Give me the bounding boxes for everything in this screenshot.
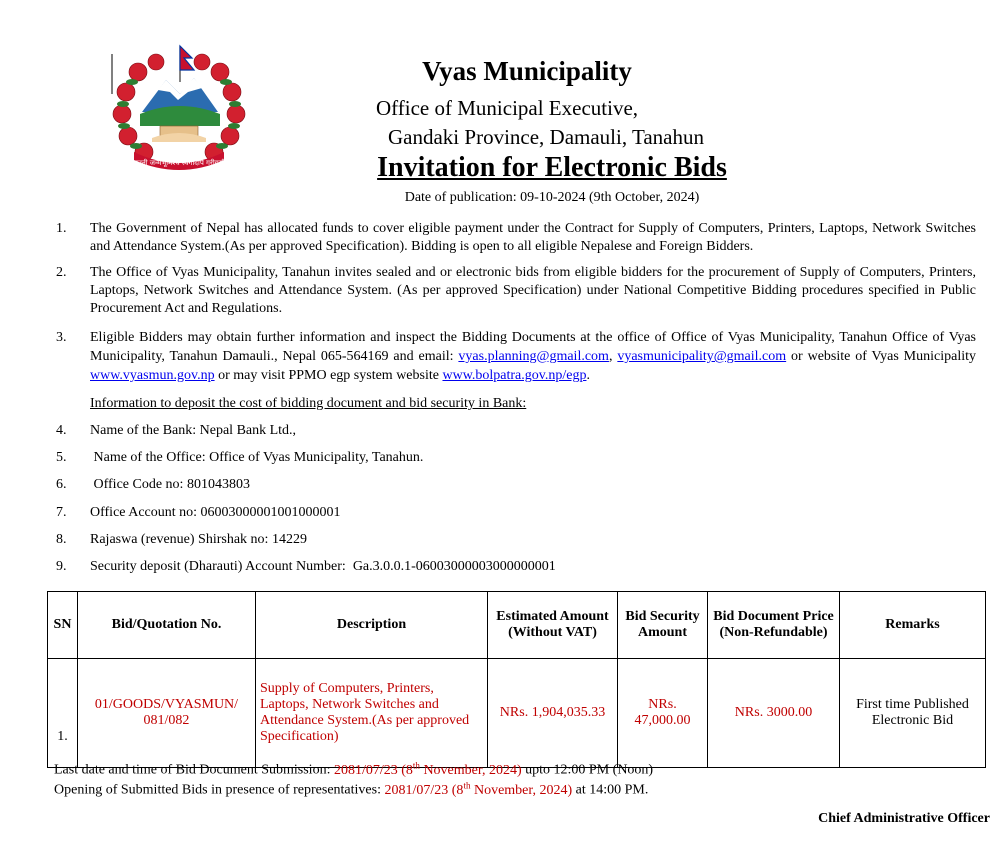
col-header-document-price: Bid Document Price (Non-Refundable) — [708, 592, 840, 659]
bank-item-text: Name of the Bank: Nepal Bank Ltd., — [90, 423, 297, 438]
nepal-emblem — [108, 42, 250, 176]
bank-item-text: Security deposit (Dharauti) Account Number: Ga.3.0.0.1-06003000003000000001 — [90, 559, 556, 574]
submission-label: Last date and time of Bid Document Submission: — [54, 762, 334, 778]
bid-opening — [54, 780, 648, 799]
notice-title: Invitation for Electronic Bids — [377, 152, 727, 183]
cell-bid-security: NRs. 47,000.00 — [618, 659, 708, 768]
item-number: 6. — [56, 477, 67, 492]
submission-deadline — [54, 760, 653, 779]
separator: , — [608, 349, 618, 364]
date-suffix: th — [412, 760, 420, 770]
notice-items — [56, 220, 976, 385]
item-number: 2. — [56, 265, 67, 280]
address-line: Gandaki Province, Damauli, Tanahun — [388, 125, 704, 149]
date-part: November, 2024) — [419, 762, 522, 778]
bank-item-text: Office Code no: 801043803 — [90, 477, 250, 492]
table-row — [48, 659, 986, 768]
signature-title: Chief Administrative Officer — [818, 811, 990, 826]
opening-label: Opening of Submitted Bids in presence of representatives: — [54, 782, 385, 798]
cell-remarks: First time Published Electronic Bid — [840, 659, 986, 768]
item-number: 5. — [56, 450, 67, 465]
cell-description: Supply of Computers, Printers, Laptops, Network Switches and Attendance System.(As per approved Specification) — [256, 659, 488, 768]
email-link-planning[interactable]: vyas.planning@gmail.com — [458, 349, 609, 364]
contact-text: . — [586, 368, 590, 383]
submission-date — [333, 760, 522, 778]
bank-info-heading: Information to deposit the cost of bidding document and bid security in Bank: — [90, 396, 527, 411]
item-number: 1. — [56, 221, 67, 236]
item-number: 3. — [56, 330, 67, 345]
opening-date — [384, 780, 573, 798]
bank-item-text: Rajaswa (revenue) Shirshak no: 14229 — [90, 532, 307, 547]
date-part: 2081/07/23 (8 — [333, 762, 413, 778]
date-suffix: th — [463, 780, 471, 790]
bid-table — [47, 591, 986, 768]
item-number: 8. — [56, 532, 67, 547]
cell-sn: 1. — [48, 659, 78, 768]
cell-document-price: NRs. 3000.00 — [708, 659, 840, 768]
contact-text: Eligible Bidders may obtain further information and inspect the Bidding Documents at the office of Office of Vyas Municipality, Tanahun Office of Vyas Municipality, Tanahun Damauli., Nepal 065-564169 and email: — [90, 330, 976, 364]
table-header-row — [48, 592, 986, 659]
item-number: 7. — [56, 505, 67, 520]
item-text: The Office of Vyas Municipality, Tanahun invites sealed and or electronic bids from eligible bidders for the procurement of Supply of Computers, Printers, Laptops, Network Switches and Attendance System. (As per approved Specification) under National Competitive Bidding procedures specified in Public Procurement Act and Regulations. — [90, 265, 976, 316]
notice-item — [56, 220, 976, 256]
office-line: Office of Municipal Executive, — [376, 96, 639, 120]
date-part: November, 2024) — [470, 782, 573, 798]
publication-date: Date of publication: 09-10-2024 (9th October, 2024) — [404, 190, 700, 205]
email-link-municipality[interactable]: vyasmunicipality@gmail.com — [617, 349, 787, 364]
notice-item-contact — [56, 328, 976, 385]
contact-text: or may visit PPMO egp system website — [214, 368, 443, 383]
egp-link[interactable]: www.bolpatra.gov.np/egp — [442, 368, 587, 383]
submission-time: upto 12:00 PM (Noon) — [521, 762, 654, 778]
emblem-motto: जननी जन्मभूमिश्च स्वर्गादपि गरीयसी — [132, 159, 226, 167]
opening-time: at 14:00 PM. — [572, 782, 649, 798]
cell-estimated-amount: NRs. 1,904,035.33 — [488, 659, 618, 768]
item-number: 4. — [56, 423, 67, 438]
col-header-bid-security: Bid Security Amount — [618, 592, 708, 659]
item-text: The Government of Nepal has allocated funds to cover eligible payment under the Contract for Supply of Computers, Printers, Laptops, Network Switches and Attendance System.(As per approved Specification). Bidding is open to all eligible Nepalese and Foreign Bidders. — [90, 221, 976, 254]
website-link[interactable]: www.vyasmun.gov.np — [90, 368, 215, 383]
item-text — [90, 328, 976, 385]
notice-item — [56, 264, 976, 318]
item-number: 9. — [56, 559, 67, 574]
cell-bid-no: 01/GOODS/VYASMUN/ 081/082 — [78, 659, 256, 768]
date-part: 2081/07/23 (8 — [384, 782, 464, 798]
col-header-bid-no: Bid/Quotation No. — [78, 592, 256, 659]
municipality-title: Vyas Municipality — [422, 56, 632, 86]
col-header-estimated-amount: Estimated Amount (Without VAT) — [488, 592, 618, 659]
col-header-description: Description — [256, 592, 488, 659]
col-header-sn: SN — [48, 592, 78, 659]
bank-item-text: Office Account no: 06003000001001000001 — [90, 505, 341, 520]
bank-item-text: Name of the Office: Office of Vyas Municipality, Tanahun. — [90, 450, 424, 465]
contact-text: or website of Vyas Municipality — [786, 349, 976, 364]
col-header-remarks: Remarks — [840, 592, 986, 659]
